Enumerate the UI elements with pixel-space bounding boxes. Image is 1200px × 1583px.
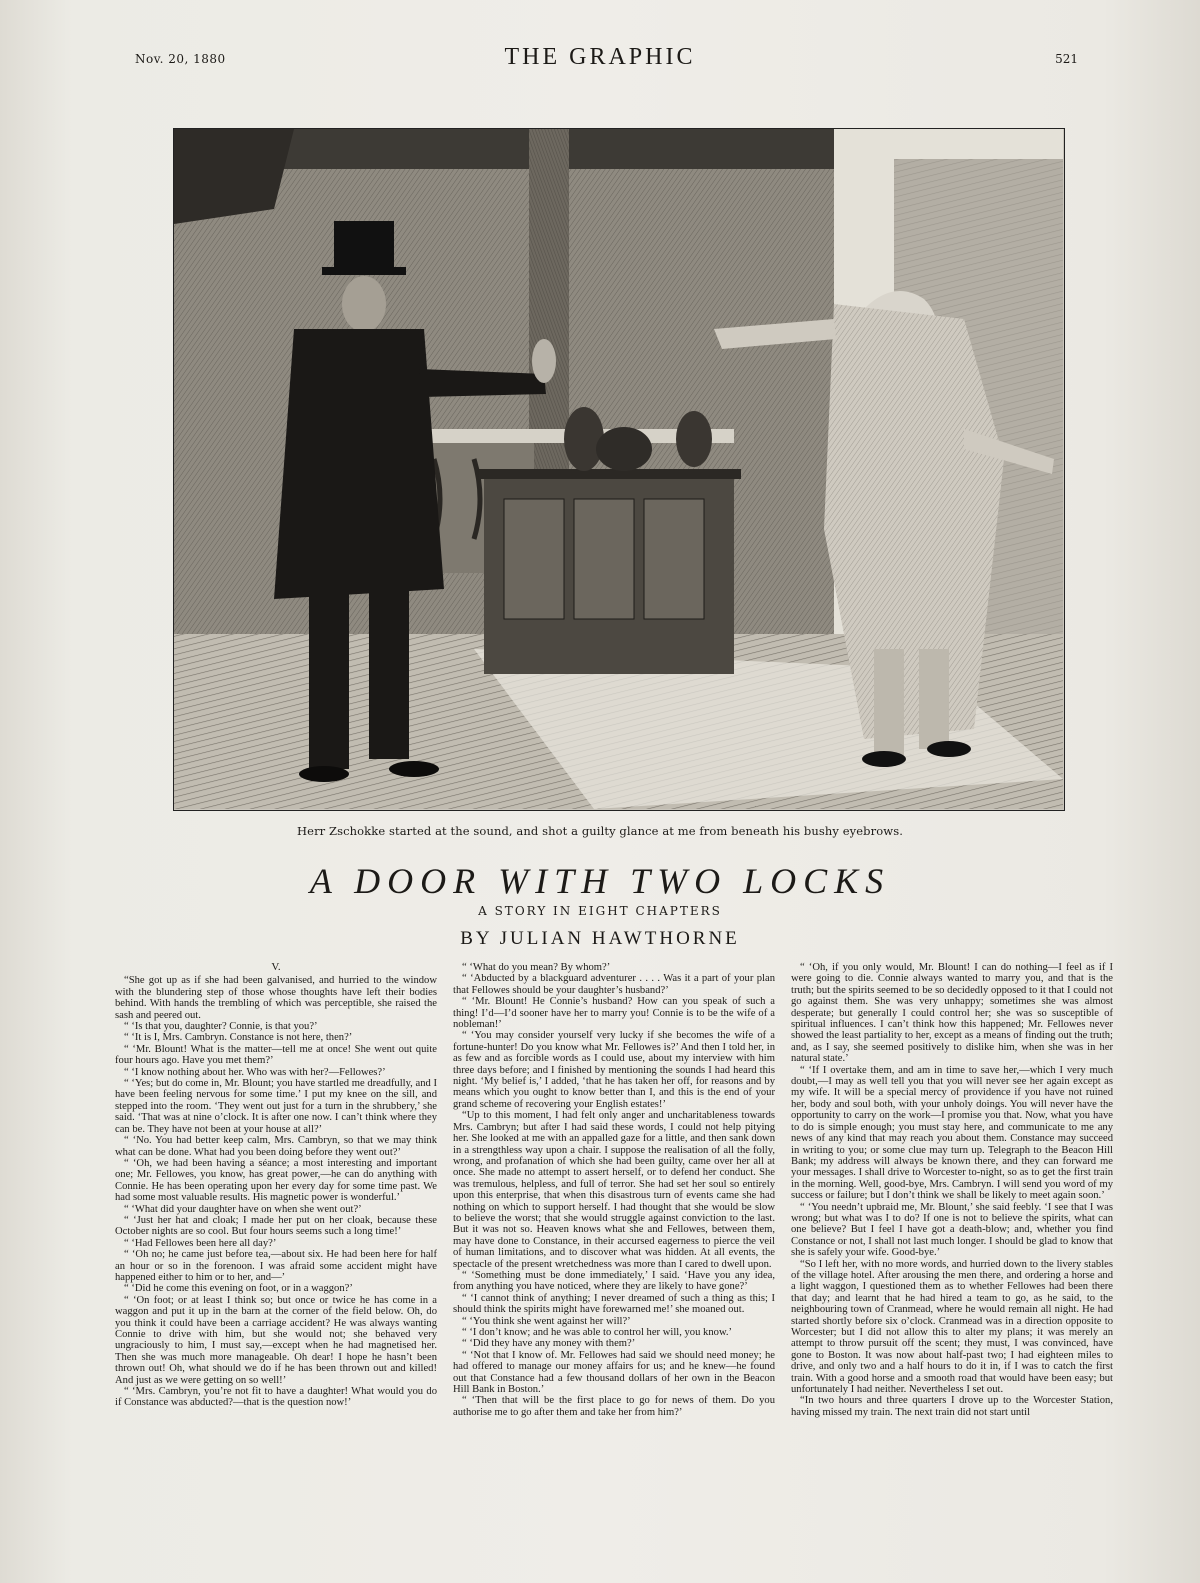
paragraph: “ ‘Something must be done immediately,’ I said. ‘Have you any idea, from anything you have noticed, where they are likely to have gone?’ <box>453 1269 775 1293</box>
paragraph: “She got up as if she had been galvanised, and hurried to the window with the blundering step of those whose thoughts have left their bodies behind. With hands the trembling of which was perceptible, she raised the sash and peered out. <box>115 975 437 1021</box>
text-column-3 <box>791 962 1113 1574</box>
paragraph: “ ‘You needn’t upbraid me, Mr. Blount,’ she said feebly. ‘I see that I was wrong; but what was I to do? If one is not to believe the spirits, what can one believe? But I feel I have got a death-blow; and, whether you find Constance or not, I shall not last much longer. I should be glad to know that she is safely your wife. Good-bye.’ <box>791 1201 1113 1259</box>
paragraph: “In two hours and three quarters I drove up to the Worcester Station, having missed my train. The next train did not start until <box>791 1395 1113 1418</box>
paragraph: “ ‘What do you mean? By whom?’ <box>462 962 611 973</box>
paragraph: “ ‘No. You had better keep calm, Mrs. Cambryn, so that we may think what can be done. What had you been doing before they went out?’ <box>115 1135 437 1158</box>
paragraph: “ ‘What did your daughter have on when she went out?’ <box>124 1203 362 1215</box>
page-number: 521 <box>1055 52 1078 66</box>
paragraph: “ ‘Abducted by a blackguard adventurer . . . . Was it a part of your plan that Fellowes should be your daughter’s husband?’ <box>453 973 775 996</box>
engraving-scene <box>174 129 1063 809</box>
paragraph: “ ‘Oh no; he came just before tea,—about six. He had been here for half an hour or so in the forenoon. I was afraid some accident might have happened either to him or to her, and—’ <box>115 1249 437 1283</box>
paragraph: “ ‘Just her hat and cloak; I made her put on her cloak, because these October nights are so cool. But four hours seems such a long time!’ <box>115 1214 437 1238</box>
chapter-heading: V. <box>271 962 281 973</box>
paragraph: “ ‘If I overtake them, and am in time to save her,—which I very much doubt,—I may as well tell you that you will never see her again except as my wife. It will be a special mercy of providence if you have not ruined her, body and soul both, with your unholy doings. You will never have the opportunity to carry on the work—I promise you that. Now, what you have to do is simple enough; you must stay here, and communicate to me any news of any kind that may reach you about them. Constance may succeed in writing to you; or some clue may turn up. Telegraph to the Beacon Hill Bank; my address will always be known there, and they can forward me your messages. I shall drive to Worcester to-night, so as to get the first train in the morning. Well, good-bye, Mrs. Cambryn. I will send you word of my success or failure; but I don’t think we shall be likely to meet again soon.’ <box>791 1064 1113 1202</box>
paragraph: “ ‘Oh, we had been having a séance; a most interesting and important one; Mr. Fellowes, you know, has great power,—he can do anything with Connie. He has been operating upon her every day for some time past. We had some most valuable results. His magnetic power is wonderful.’ <box>115 1157 437 1204</box>
masthead <box>0 44 1200 74</box>
paragraph: “ ‘You think she went against her will?’ <box>462 1315 631 1327</box>
story-title: A DOOR WITH TWO LOCKS <box>309 861 891 901</box>
paragraph: “Up to this moment, I had felt only anger and uncharitableness towards Mrs. Cambryn; but after I had said these words, I could not help pitying her. She looked at me with an appalled gaze for a little, and then sank down in a strengthless way upon a chair. I suppose the realisation of all the folly, wrong, and profanation of which she had been guilty, came over her all at once. She made no attempt to assert herself, or to defend her conduct. She was tremulous, helpless, and full of terror. She had set her soul so entirely upon this enterprise, that when this disastrous turn of events came she had nothing on which to support herself. I had thought that she would be slow to believe the worst; that she would struggle against conviction to the last. But it was not so. Heaven knows what she and Fellowes, between them, may have done to Constance, in their accursed eagerness to pierce the veil of human limitations, and to discover what was hidden. At all events, the spectacle of the present wretchedness was more than I cared to dwell upon. <box>453 1110 775 1270</box>
paragraph: “ ‘Not that I know of. Mr. Fellowes had said we should need money; he had offered to manage our money affairs for us; and he knew—he found out that Constance had a few thousand dollars of her own in the Beacon Hill Bank in Boston.’ <box>453 1349 775 1396</box>
paragraph: “So I left her, with no more words, and hurried down to the livery stables of the village hotel. After arousing the men there, and ordering a horse and a light waggon, I questioned them as to whether Fellowes had been there that day; and learnt that he had hired a team to go, as he said, to the neighbouring town of Cranmead, where he would remain all night. He had started shortly before six o’clock. Cranmead was in a direction opposite to Worcester; but I did not allow this to alter my plans; it was merely an attempt to throw pursuit off the scent; they must, I was convinced, have gone to Boston. It was now about half-past two; I had eighteen miles to drive, and only two and a half hours to do it in, if I was to catch the first train. With a good horse and a smooth road that would have been easy; but unfortunately I had neither. Nevertheless I set out. <box>791 1258 1113 1396</box>
paragraph: “ ‘Is that you, daughter? Connie, is that you?’ <box>124 1021 318 1033</box>
paragraph: “ ‘Had Fellowes been here all day?’ <box>124 1237 277 1249</box>
illustration-caption: Herr Zschokke started at the sound, and shot a guilty glance at me from beneath his bushy eyebrows. <box>297 824 903 838</box>
paragraph: “ ‘Mrs. Cambryn, you’re not fit to have a daughter! What would you do if Constance was abducted?—that is the question now!’ <box>115 1386 437 1409</box>
paragraph: “ ‘It is I, Mrs. Cambryn. Constance is not here, then?’ <box>124 1032 353 1044</box>
paragraph: “ ‘Yes; but do come in, Mr. Blount; you have startled me dreadfully, and I have been feeling nervous for some time.’ I put my knee on the sill, and stepped into the room. ‘They went out just for a turn in the shrubbery,’ she said. ‘That was at nine o’clock. It is after one now. I can’t think where they can be. They have not been at your house at all?’ <box>115 1078 437 1135</box>
engraving-illustration <box>173 128 1065 811</box>
story-subtitle: A STORY IN EIGHT CHAPTERS <box>478 904 722 918</box>
paragraph: “ ‘Mr. Blount! What is the matter—tell me at once! She went out quite four hours ago. Have you met them?’ <box>115 1043 437 1067</box>
paragraph: “ ‘On foot; or at least I think so; but once or twice he has come in a waggon and put it up in the barn at the corner of the field below. Oh, do you think it could have been a carriage accident? He was always wanting Connie to drive with him, but she would not; she behaved very ungraciously to him, I must say,—except when he had magnetised her. Then she was much more manageable. Oh dear! I hope he hasn’t been thrown out! Oh, what should we do if he has been thrown out and killed! And just as we were getting on so well!’ <box>115 1294 437 1386</box>
paragraph: “ ‘I cannot think of anything; I never dreamed of such a thing as this; I should think the spirits might have forewarned me!’ she moaned out. <box>453 1292 775 1316</box>
text-column-1 <box>115 962 437 1574</box>
paragraph: “ ‘I don’t know; and he was able to control her will, you know.’ <box>462 1327 733 1338</box>
paragraph: “ ‘Mr. Blount! He Connie’s husband? How can you speak of such a thing! I’d—I’d sooner have her to marry you! Connie is to be the wife of a nobleman!’ <box>453 996 775 1031</box>
issue-date: Nov. 20, 1880 <box>135 52 226 66</box>
paragraph: “ ‘You may consider yourself very lucky if she becomes the wife of a fortune-hunter! Do you know what Mr. Fellowes is?’ And then I told her, in as few and as forcible words as I could use, about my interview with him three days before; and I finished by mentioning the sounds I had heard this night. ‘My belief is,’ I added, ‘that he has taken her off, for reasons and by means which you ought to know better than I, and this is the end of your grand scheme of recovering your English estates!’ <box>453 1030 775 1110</box>
paragraph: “ ‘Oh, if you only would, Mr. Blount! I can do nothing—I feel as if I were going to die. Connie always wanted to marry you, and that is the truth; but the spirits seemed to be so decidedly opposed to it that I could not go against them. She was very unhappy; sometimes she was almost desperate; but generally I could control her; she was so susceptible of spiritual influences. I can’t think how this happened; Mr. Fellowes never showed the least partiality to her, except as a means of finding out the truth; and, as I say, she seemed positively to dislike him, when she was in her natural state.’ <box>791 962 1113 1065</box>
paragraph: “ ‘Did he come this evening on foot, or in a waggon?’ <box>124 1283 353 1295</box>
paragraph: “ ‘Then that will be the first place to go for news of them. Do you authorise me to go after them and take her from him?’ <box>453 1395 775 1418</box>
publication-title: THE GRAPHIC <box>504 44 696 70</box>
text-column-2 <box>453 962 775 1574</box>
story-byline: BY JULIAN HAWTHORNE <box>460 928 740 949</box>
paragraph: “ ‘Did they have any money with them?’ <box>462 1338 636 1350</box>
paragraph: “ ‘I know nothing about her. Who was with her?—Fellowes?’ <box>124 1066 386 1078</box>
